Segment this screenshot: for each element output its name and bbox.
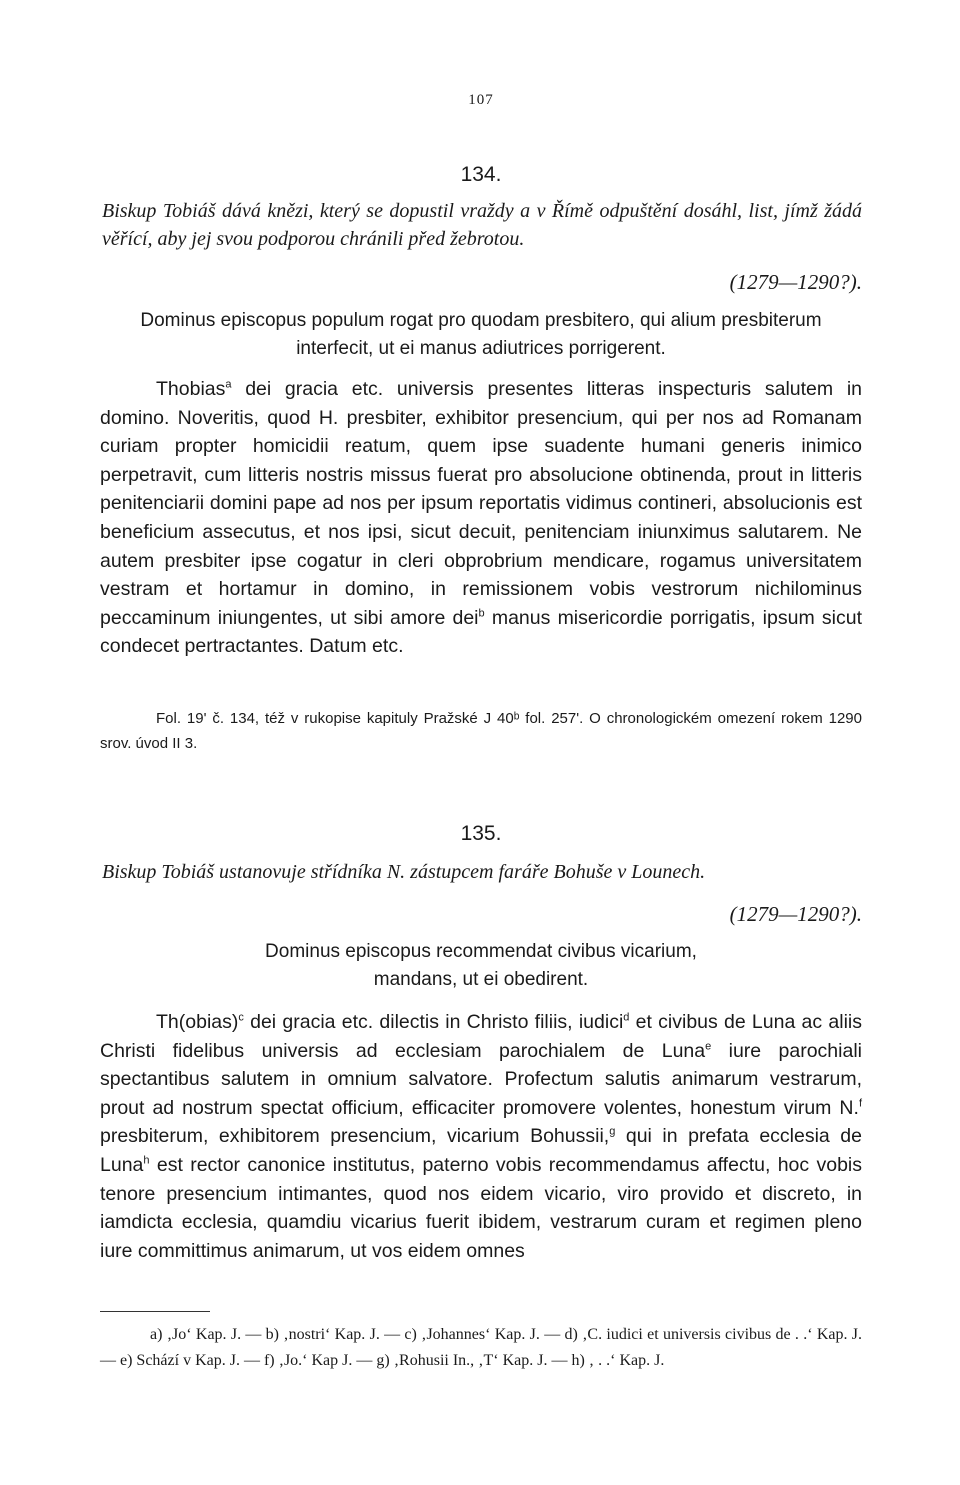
doc134-text-part: Thobias (156, 378, 226, 400)
doc135-text-part: qui in prefata ecclesia de Luna (100, 1125, 862, 1176)
doc135-text-part: est rector canonice institutus, paterno vobis recommendamus affectu, hoc vobis tenore presencium intimantes, quod nos eidem vicario, viro provido et discreto, in iamdicta ecclesia, quamdiu vicarius fuerit ibidem, vestrarum curam et regimen pleno iure committimus animarum, ut vos eidem omnes (100, 1153, 862, 1262)
doc135-text-part: iure parochiali spectantibus salutem in omnium salvatore. Profectum salutis animarum vestrarum, prout ad nostrum spectat officium, efficaciter promovere volentes, honestum virum N. (100, 1039, 862, 1119)
footnote-marker: e (705, 1040, 712, 1053)
footnote-marker: f (858, 1097, 862, 1110)
footnote-marker: c (238, 1011, 244, 1024)
doc135-text-part: presbiterum, exhibitorem presencium, vicarium Bohussii, (100, 1125, 610, 1148)
footnote-marker: g (609, 1125, 616, 1138)
footnote-marker: a (225, 378, 232, 391)
footnote-marker: b (478, 607, 485, 620)
doc134-number: 134. (460, 163, 502, 186)
doc135-text-part: Th(obias) (156, 1011, 239, 1033)
doc135-regest: Dominus episcopus recommendat civibus vicarium, mandans, ut ei obedirent. (265, 941, 697, 990)
footnote-divider (100, 1311, 210, 1312)
footnote-marker: h (143, 1154, 150, 1167)
doc135-text-part: dei gracia etc. dilectis in Christo filiis, iudici (243, 1011, 624, 1033)
footnotes-text: a) ‚Jo‘ Kap. J. — b) ‚nostri‘ Kap. J. — c) ‚Johannes‘ Kap. J. — d) ‚C. iudici et universis civibus de . .‘ Kap. J. — e) Schází v Kap. J. — f) ‚Jo.‘ Kap J. — g) ‚Rohusii In., ‚T‘ Kap. J. — h) ‚ . .‘ Kap. J. (100, 1326, 862, 1369)
doc134-source-note (100, 706, 862, 756)
doc134-text (100, 375, 862, 661)
doc134-date: (1279—1290?). (729, 270, 862, 294)
doc134-title: Biskup Tobiáš dává knězi, který se dopustil vraždy a v Římě odpuštění dosáhl, list, jímž žádá věřící, aby jej svou podporou chránili před žebrotou. (102, 200, 862, 250)
doc135-date: (1279—1290?). (729, 902, 862, 926)
doc134-regest: Dominus episcopus populum rogat pro quodam presbitero, qui alium presbiterum interfecit, ut ei manus adiutrices porrigerent. (140, 310, 822, 359)
doc135-text-part: et civibus de Luna ac aliis Christi fidelibus universis ad ecclesiam parochialem de Luna (100, 1011, 862, 1062)
doc135-text (100, 1008, 862, 1265)
doc135-number: 135. (460, 822, 502, 845)
footnotes (100, 1322, 862, 1374)
footnote-marker: d (623, 1011, 630, 1024)
page-number: 107 (468, 92, 494, 108)
doc134-text-part: manus misericordie porrigatis, ipsum sicut condecet pertractantes. Datum etc. (100, 606, 862, 658)
doc135-title: Biskup Tobiáš ustanovuje střídníka N. zástupcem faráře Bohuše v Lounech. (102, 861, 706, 883)
doc134-text-part: dei gracia etc. universis presentes litteras inspecturis salutem in domino. Noveritis, quod H. presbiter, exhibitor presencium, qui per nos ad Romanam curiam propter homicidii reatum, quem ipse suadente humani generis inimico perpetravit, cum litteris nostris missus fuerat pro absolucione obtinenda, prout in litteris penitenciarii domini pape ad nos per ipsum reportatis vidimus contineri, absolucionis est beneficium assecutus, et nos ipsi, sicut decuit, penitenciam iniunximus salutarem. Ne autem presbiter ipse cogatur in cleri obprobrium mendicare, rogamus universitatem vestram et hortamur in domino, in remissionem vobis vestrorum nichilominus peccaminum iniungentes, ut sibi amore dei (100, 378, 862, 629)
doc134-source-note-text: Fol. 19' č. 134, též v rukopise kapituly Pražské J 40ᵇ fol. 257'. O chronologickém omezení rokem 1290 srov. úvod II 3. (100, 710, 862, 752)
